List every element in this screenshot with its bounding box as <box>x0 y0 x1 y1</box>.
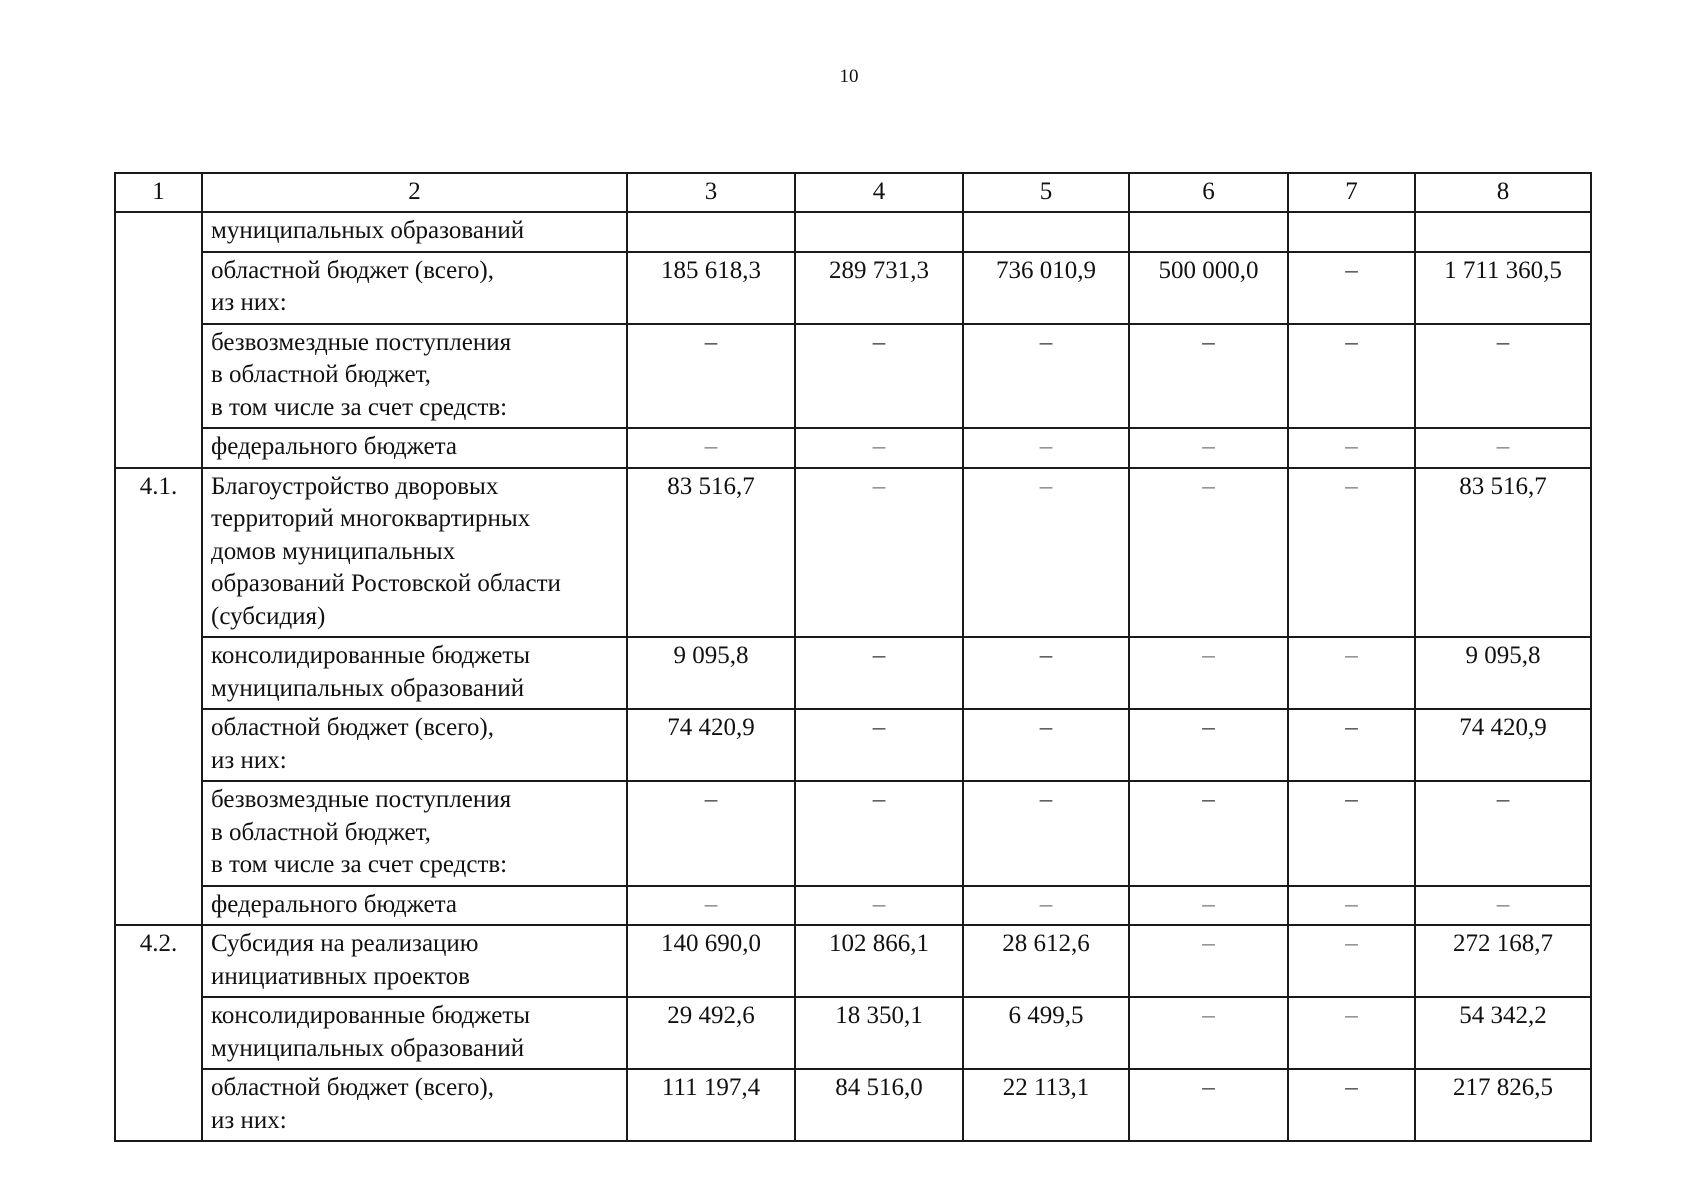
value-cell-col-5: – <box>963 468 1129 638</box>
row-label-cell <box>202 709 627 781</box>
value-cell-col-6: – <box>1129 1069 1288 1141</box>
row-label-cell <box>202 428 627 468</box>
value-cell-col-6: – <box>1129 886 1288 926</box>
value-cell-col-8: 74 420,9 <box>1415 709 1591 781</box>
table-row <box>115 212 1591 252</box>
value-cell-col-8: – <box>1415 781 1591 886</box>
value-cell-col-6: – <box>1129 997 1288 1069</box>
row-number-cell <box>115 637 202 709</box>
row-label-cell <box>202 1069 627 1141</box>
value-cell-col-7: – <box>1288 925 1415 997</box>
value-cell-col-4: – <box>795 781 963 886</box>
row-label-line: образований Ростовской области <box>211 570 561 597</box>
table-row <box>115 637 1591 709</box>
row-number-cell <box>115 252 202 324</box>
value-cell-col-3: 111 197,4 <box>627 1069 795 1141</box>
value-cell-col-8 <box>1415 212 1591 252</box>
value-cell-col-6 <box>1129 212 1288 252</box>
table-row <box>115 781 1591 886</box>
value-cell-col-4: – <box>795 709 963 781</box>
value-cell-col-8: – <box>1415 886 1591 926</box>
table-row <box>115 468 1591 638</box>
value-cell-col-4: 289 731,3 <box>795 252 963 324</box>
value-cell-col-3: 74 420,9 <box>627 709 795 781</box>
value-cell-col-6: – <box>1129 324 1288 429</box>
row-label-line: территорий многоквартирных <box>211 505 531 532</box>
value-cell-col-7: – <box>1288 252 1415 324</box>
value-cell-col-3: – <box>627 781 795 886</box>
row-number-cell: 4.1. <box>115 468 202 638</box>
value-cell-col-5: – <box>963 637 1129 709</box>
table-row <box>115 925 1591 997</box>
value-cell-col-5: – <box>963 781 1129 886</box>
value-cell-col-5: – <box>963 324 1129 429</box>
header-cell-5: 5 <box>963 173 1129 212</box>
value-cell-col-3: 9 095,8 <box>627 637 795 709</box>
row-label-cell <box>202 468 627 638</box>
row-label-line: Благоустройство дворовых <box>211 472 499 500</box>
row-number-cell <box>115 324 202 429</box>
row-label-line: областной бюджет (всего), <box>211 1074 494 1101</box>
table-row <box>115 252 1591 324</box>
header-row <box>115 173 1591 212</box>
table-row <box>115 997 1591 1069</box>
value-cell-col-7 <box>1288 212 1415 252</box>
row-label-line: безвозмездные поступления <box>211 328 512 356</box>
value-cell-col-8: – <box>1415 324 1591 429</box>
row-number-cell <box>115 709 202 781</box>
value-cell-col-6: – <box>1129 428 1288 468</box>
value-cell-col-3 <box>627 212 795 252</box>
value-cell-col-6: – <box>1129 925 1288 997</box>
value-cell-col-6: – <box>1129 709 1288 781</box>
value-cell-col-7: – <box>1288 997 1415 1069</box>
value-cell-col-4: – <box>795 637 963 709</box>
header-cell-2: 2 <box>202 173 627 212</box>
row-label-cell <box>202 252 627 324</box>
header-cell-4: 4 <box>795 173 963 212</box>
value-cell-col-5: – <box>963 886 1129 926</box>
value-cell-col-4: – <box>795 324 963 429</box>
value-cell-col-8: – <box>1415 428 1591 468</box>
value-cell-col-5: 6 499,5 <box>963 997 1129 1069</box>
row-label-line: из них: <box>211 289 287 316</box>
row-label-line: муниципальных образований <box>211 1034 525 1062</box>
row-label-line: безвозмездные поступления <box>211 786 512 813</box>
value-cell-col-5: 28 612,6 <box>963 925 1129 997</box>
header-cell-7: 7 <box>1288 173 1415 212</box>
table-body <box>115 173 1591 1141</box>
value-cell-col-7: – <box>1288 468 1415 638</box>
value-cell-col-6: – <box>1129 468 1288 638</box>
header-cell-8: 8 <box>1415 173 1591 212</box>
value-cell-col-7: – <box>1288 1069 1415 1141</box>
value-cell-col-8: 272 168,7 <box>1415 925 1591 997</box>
value-cell-col-7: – <box>1288 886 1415 926</box>
value-cell-col-4: – <box>795 886 963 926</box>
value-cell-col-4: 18 350,1 <box>795 997 963 1069</box>
table-row <box>115 428 1591 468</box>
value-cell-col-7: – <box>1288 637 1415 709</box>
value-cell-col-5: 736 010,9 <box>963 252 1129 324</box>
row-label-line: областной бюджет (всего), <box>211 256 494 284</box>
value-cell-col-7: – <box>1288 324 1415 429</box>
row-number-cell <box>115 428 202 468</box>
row-number-cell <box>115 781 202 886</box>
row-label-line: инициативных проектов <box>211 962 470 990</box>
value-cell-col-6: – <box>1129 781 1288 886</box>
value-cell-col-7: – <box>1288 428 1415 468</box>
value-cell-col-4: 84 516,0 <box>795 1069 963 1141</box>
value-cell-col-3: 29 492,6 <box>627 997 795 1069</box>
value-cell-col-4: – <box>795 468 963 638</box>
value-cell-col-6: – <box>1129 637 1288 709</box>
value-cell-col-8: 217 826,5 <box>1415 1069 1591 1141</box>
row-label-cell <box>202 324 627 429</box>
row-label-cell <box>202 886 627 926</box>
value-cell-col-5: – <box>963 709 1129 781</box>
header-cell-6: 6 <box>1129 173 1288 212</box>
row-label-line: консолидированные бюджеты <box>211 1002 531 1029</box>
row-number-cell <box>115 886 202 926</box>
row-label-line: домов муниципальных <box>211 537 456 565</box>
value-cell-col-8: 83 516,7 <box>1415 468 1591 638</box>
value-cell-col-3: – <box>627 324 795 429</box>
row-label-line: из них: <box>211 746 287 774</box>
row-number-cell: 4.2. <box>115 925 202 997</box>
value-cell-col-7: – <box>1288 781 1415 886</box>
row-label-line: в областной бюджет, <box>211 818 431 846</box>
value-cell-col-5: – <box>963 428 1129 468</box>
row-label-line: в том числе за счет средств: <box>211 393 508 421</box>
page-number: 10 <box>839 66 859 87</box>
header-cell-3: 3 <box>627 173 795 212</box>
row-label-line: консолидированные бюджеты <box>211 642 531 669</box>
row-label-line: Субсидия на реализацию <box>211 930 479 957</box>
value-cell-col-5: 22 113,1 <box>963 1069 1129 1141</box>
value-cell-col-4: – <box>795 428 963 468</box>
row-label-line: федерального бюджета <box>211 433 457 460</box>
row-label-line: муниципальных образований <box>211 674 525 702</box>
row-number-cell <box>115 1069 202 1141</box>
budget-table <box>114 172 1592 1142</box>
value-cell-col-6: 500 000,0 <box>1129 252 1288 324</box>
value-cell-col-3: 140 690,0 <box>627 925 795 997</box>
row-label-line: (субсидия) <box>211 602 326 630</box>
row-label-cell <box>202 637 627 709</box>
value-cell-col-5 <box>963 212 1129 252</box>
value-cell-col-8: 54 342,2 <box>1415 997 1591 1069</box>
row-number-cell <box>115 212 202 252</box>
value-cell-col-8: 9 095,8 <box>1415 637 1591 709</box>
row-label-line: из них: <box>211 1106 287 1134</box>
row-label-line: федерального бюджета <box>211 890 457 918</box>
value-cell-col-7: – <box>1288 709 1415 781</box>
row-label-line: областной бюджет (всего), <box>211 714 494 741</box>
row-label-cell <box>202 781 627 886</box>
table-row <box>115 886 1591 926</box>
row-label-line: в областной бюджет, <box>211 361 431 388</box>
value-cell-col-4: 102 866,1 <box>795 925 963 997</box>
value-cell-col-3: – <box>627 886 795 926</box>
row-label-line: муниципальных образований <box>211 217 525 244</box>
table-row <box>115 709 1591 781</box>
value-cell-col-3: – <box>627 428 795 468</box>
row-label-cell <box>202 997 627 1069</box>
table-row <box>115 1069 1591 1141</box>
row-number-cell <box>115 997 202 1069</box>
value-cell-col-8: 1 711 360,5 <box>1415 252 1591 324</box>
row-label-cell <box>202 925 627 997</box>
value-cell-col-3: 185 618,3 <box>627 252 795 324</box>
row-label-line: в том числе за счет средств: <box>211 851 508 878</box>
header-cell-1: 1 <box>115 173 202 212</box>
row-label-cell <box>202 212 627 252</box>
table-row <box>115 324 1591 429</box>
value-cell-col-4 <box>795 212 963 252</box>
value-cell-col-3: 83 516,7 <box>627 468 795 638</box>
